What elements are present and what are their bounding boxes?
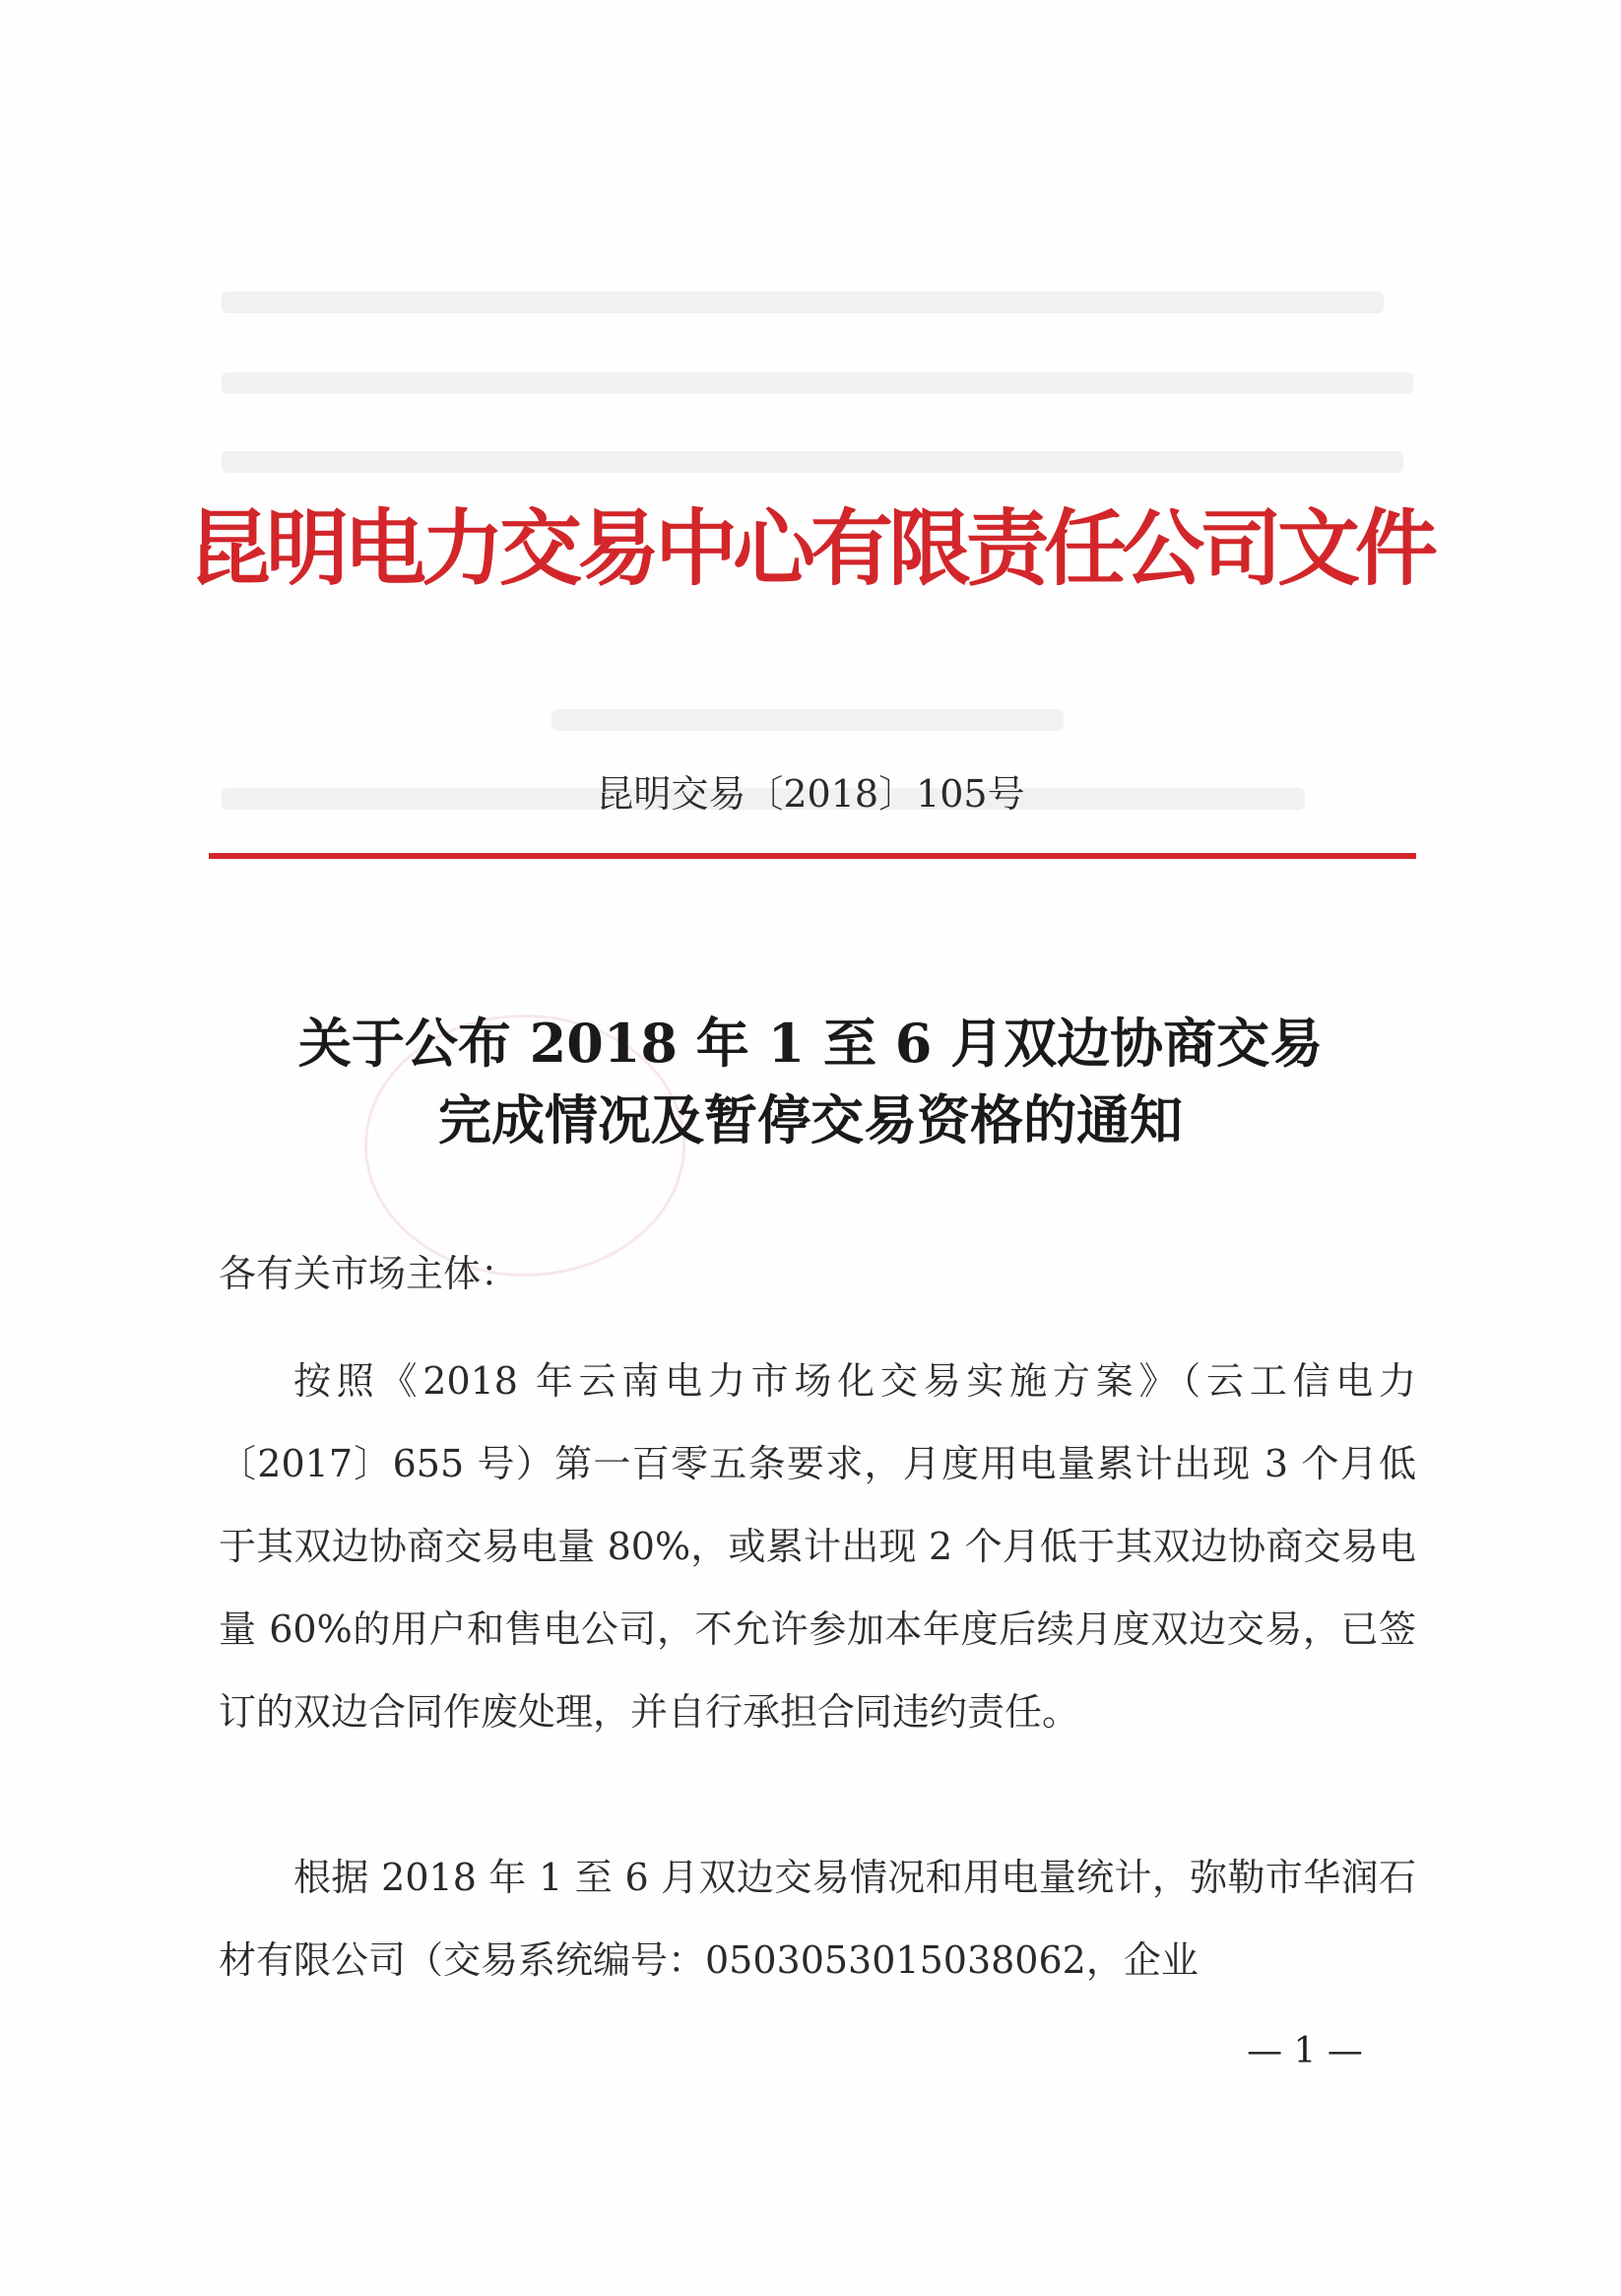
body-paragraph-1: 按照《2018 年云南电力市场化交易实施方案》（云工信电力〔2017〕655 号）第一百零五条要求，月度用电量累计出现 3 个月低于其双边协商交易电量 80%，或累计出现 2 个月低于其双边协商交易电量 60%的用户和售电公司，不允许参加本年度后续月度双边交易，已签订的双边合同作废处理，并自行承担合同违约责任。 (219, 1359, 1416, 1734)
show-through-line (222, 372, 1413, 394)
red-divider-line (209, 853, 1416, 859)
body-paragraph-2: 根据 2018 年 1 至 6 月双边交易情况和用电量统计，弥勒市华润石材有限公司（交易系统编号：0503053015038062，企业 (219, 1856, 1416, 1982)
show-through-line (222, 292, 1384, 313)
document-number: 昆明交易〔2018〕105号 (596, 772, 1025, 816)
notice-title-line-2: 完成情况及暂停交易资格的通知 (438, 1088, 1183, 1151)
page-number: — 1 — (1247, 2031, 1363, 2071)
issuer-header: 昆明电力交易中心有限责任公司文件 (187, 499, 1433, 597)
show-through-line (222, 451, 1403, 473)
notice-title-line-1: 关于公布 2018 年 1 至 6 月双边协商交易 (297, 1012, 1324, 1075)
salutation: 各有关市场主体： (219, 1252, 519, 1295)
show-through-line (551, 709, 1064, 731)
